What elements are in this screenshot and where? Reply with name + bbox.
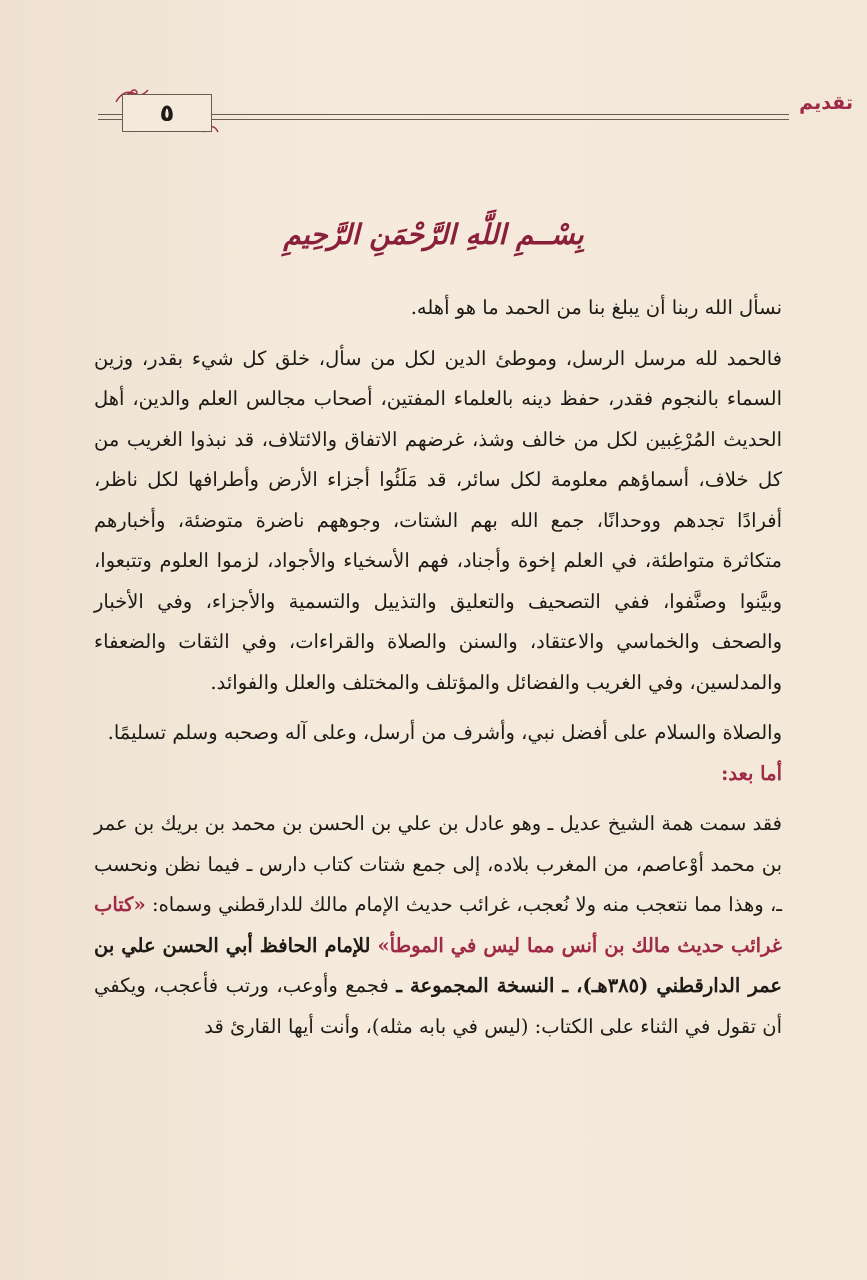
header-title: تقديم [799, 92, 853, 114]
header-rule-top [212, 114, 789, 115]
basmala-text: بِسْــمِ اللَّهِ الرَّحْمَنِ الرَّحِيمِ [283, 218, 584, 251]
paragraph-1: نسأل الله ربنا أن يبلغ بنا من الحمد ما هو أهله. [410, 296, 782, 319]
amma-baad-label: أما بعد: [721, 761, 782, 785]
header-rule-bottom [212, 119, 789, 120]
book-author: للإمام الحافظ أبي الحسن علي بن عمر الدارقطني (٣٨٥هـ)، ـ النسخة المجموعة ـ [94, 933, 782, 997]
basmala-calligraphy [0, 218, 867, 251]
page-number-box [122, 94, 212, 132]
paragraph-4-part-b: فجمع وأوعب، ورتب فأعجب، ويكفي أن تقول في الثناء على الكتاب: (ليس في بابه مثله)، وأنت أيها القارئ قد [94, 974, 782, 1038]
paragraph-3: والصلاة والسلام على أفضل نبي، وأشرف من أرسل، وعلى آله وصحبه وسلم تسليمًا. [107, 721, 782, 744]
paragraph-2: فالحمد لله مرسل الرسل، وموطئ الدين لكل من سأل، خلق كل شيء بقدر، وزين السماء بالنجوم فقدر، حفظ دينه بالعلماء المفتين، أصحاب مجالس العلم والدين، أهل الحديث المُرْغِبين لكل من خالف وشذ، غرضهم الاتفاق والائتلاف، قد نبذوا الغريب من كل خلاف، أسماؤهم معلومة لكل سائر، قد مَلَئُوا أجزاء الأرض وأطرافها لكل ناظر، أفرادًا تجدهم ووحدانًا، جمع الله بهم الشتات، وجوههم ناضرة متوضئة، وأخبارهم متكاثرة متواطئة، في العلم إخوة وأجناد، فهم الأسخياء والأجواد، لزموا العلوم وتتبعوا، وبيَّنوا وصنَّفوا، ففي التصحيف والتعليق والتذييل والتسمية والأجزاء، وفي الأخبار والصحف والخماسي والاعتقاد، والسنن والصلاة والقراءات، وفي الثقات والضعفاء والمدلسين، وفي الغريب والفضائل والمؤتلف والمختلف والعلل والفوائد. [94, 346, 782, 694]
amma-baad-line [94, 754, 808, 795]
body-text [94, 288, 808, 1047]
paragraph-4-part-a: فقد سمت همة الشيخ عديل ـ وهو عادل بن علي بن الحسن بن محمد بن بريك بن عمر بن محمد أوْعاصم، من المغرب بلاده، إلى جمع شتات كتاب دارس ـ فيما نظن ونحسب ـ، وهذا مما نتعجب منه ولا نُعجب، غرائب حديث الإمام مالك للدارقطني وسماه: [94, 812, 782, 916]
header-rule-left-2 [98, 119, 122, 120]
book-title: «كتاب غرائب حديث مالك بن أنس مما ليس في الموطأ» [94, 893, 783, 957]
paragraph-4 [94, 804, 808, 1047]
header-rule-left [98, 114, 122, 115]
page-number: ٥ [159, 99, 175, 127]
page-header [0, 84, 867, 144]
